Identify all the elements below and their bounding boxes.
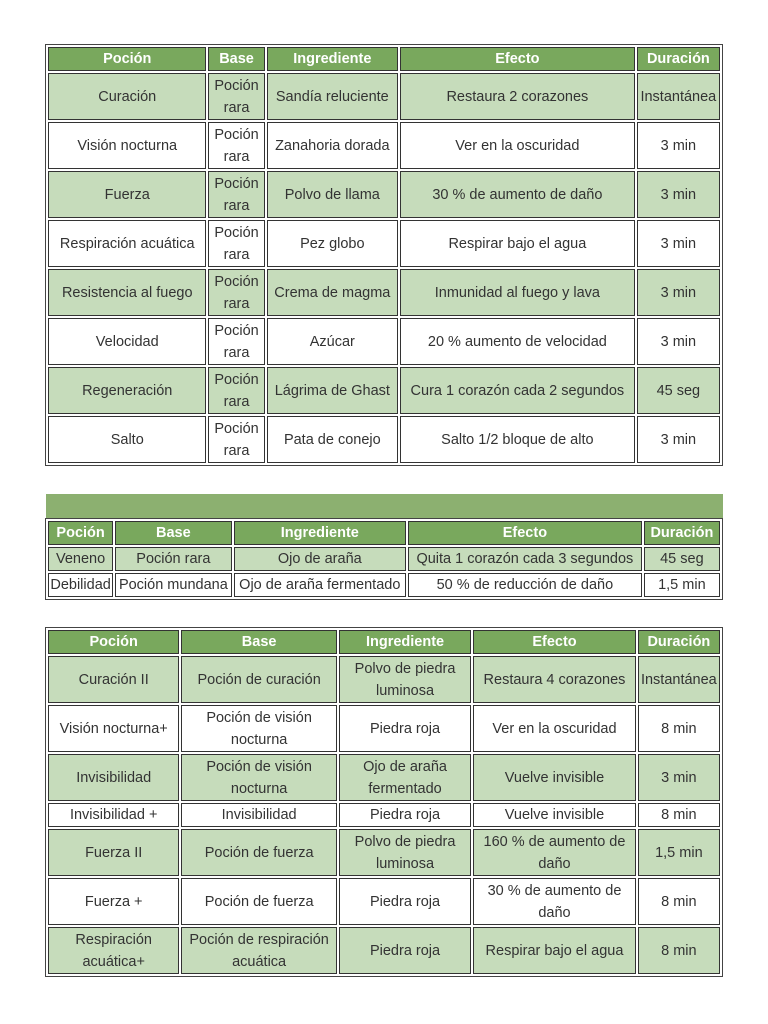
column-header: Poción xyxy=(48,630,179,654)
table-cell: Poción rara xyxy=(208,269,264,316)
column-header: Efecto xyxy=(400,47,635,71)
table-cell: Polvo de llama xyxy=(267,171,398,218)
table-cell: Salto xyxy=(48,416,206,463)
table-cell: Piedra roja xyxy=(339,878,471,925)
table-cell: Poción rara xyxy=(208,416,264,463)
table-row xyxy=(48,367,720,414)
table-row xyxy=(48,754,720,801)
column-header: Ingrediente xyxy=(267,47,398,71)
table-cell: Piedra roja xyxy=(339,705,471,752)
header-row xyxy=(48,47,720,71)
table-cell: Poción rara xyxy=(208,220,264,267)
table-cell: Restaura 2 corazones xyxy=(400,73,635,120)
table-cell: 50 % de reducción de daño xyxy=(408,573,642,597)
basic-potions-table xyxy=(45,44,723,466)
table-cell: Poción de curación xyxy=(181,656,336,703)
table-row xyxy=(48,318,720,365)
header-row xyxy=(48,630,720,654)
table-cell: Respirar bajo el agua xyxy=(400,220,635,267)
table-cell: Inmunidad al fuego y lava xyxy=(400,269,635,316)
table-cell: 8 min xyxy=(638,705,720,752)
table-cell: Fuerza II xyxy=(48,829,179,876)
table-cell: Polvo de piedra luminosa xyxy=(339,829,471,876)
table-cell: Poción rara xyxy=(208,171,264,218)
table-cell: Resistencia al fuego xyxy=(48,269,206,316)
table-cell: Poción de respiración acuática xyxy=(181,927,336,974)
table-row xyxy=(48,269,720,316)
table-cell: Restaura 4 corazones xyxy=(473,656,635,703)
table-cell: 3 min xyxy=(637,220,720,267)
table-row xyxy=(48,573,720,597)
table-cell: Poción rara xyxy=(208,73,264,120)
table-cell: 20 % aumento de velocidad xyxy=(400,318,635,365)
table-cell: Visión nocturna xyxy=(48,122,206,169)
table-cell: Lágrima de Ghast xyxy=(267,367,398,414)
table-cell: Ojo de araña xyxy=(234,547,407,571)
table-cell: Sandía reluciente xyxy=(267,73,398,120)
table-cell: Invisibilidad + xyxy=(48,803,179,827)
table-cell: 8 min xyxy=(638,927,720,974)
table-cell: Piedra roja xyxy=(339,927,471,974)
table-cell: 3 min xyxy=(637,171,720,218)
table-cell: 3 min xyxy=(638,754,720,801)
table-row xyxy=(48,927,720,974)
table-cell: Pata de conejo xyxy=(267,416,398,463)
table-cell: Ver en la oscuridad xyxy=(400,122,635,169)
table-cell: Pez globo xyxy=(267,220,398,267)
table-cell: Instantánea xyxy=(638,656,720,703)
table-row xyxy=(48,122,720,169)
table-cell: Poción de visión nocturna xyxy=(181,754,336,801)
column-header: Ingrediente xyxy=(234,521,407,545)
table-cell: Poción mundana xyxy=(115,573,231,597)
table-cell: Polvo de piedra luminosa xyxy=(339,656,471,703)
table-cell: Crema de magma xyxy=(267,269,398,316)
table-cell: 8 min xyxy=(638,803,720,827)
column-header: Duración xyxy=(637,47,720,71)
table-cell: 3 min xyxy=(637,416,720,463)
table-cell: Ojo de araña fermentado xyxy=(234,573,407,597)
table-cell: 45 seg xyxy=(644,547,720,571)
table-cell: 1,5 min xyxy=(644,573,720,597)
basic-potions-body xyxy=(48,47,720,463)
table-row xyxy=(48,73,720,120)
column-header: Base xyxy=(208,47,264,71)
column-header: Ingrediente xyxy=(339,630,471,654)
column-header: Poción xyxy=(48,521,113,545)
table-cell: 30 % de aumento de daño xyxy=(400,171,635,218)
table-row xyxy=(48,547,720,571)
table-cell: 160 % de aumento de daño xyxy=(473,829,635,876)
enhanced-potions-table xyxy=(45,627,723,977)
table-cell: 3 min xyxy=(637,269,720,316)
table-cell: 3 min xyxy=(637,122,720,169)
table-cell: 3 min xyxy=(637,318,720,365)
table-cell: 1,5 min xyxy=(638,829,720,876)
table-cell: Azúcar xyxy=(267,318,398,365)
column-header: Duración xyxy=(644,521,720,545)
table-cell: Vuelve invisible xyxy=(473,803,635,827)
column-header: Base xyxy=(181,630,336,654)
table-cell: 45 seg xyxy=(637,367,720,414)
table-row xyxy=(48,829,720,876)
table-cell: Instantánea xyxy=(637,73,720,120)
table-cell: Fuerza xyxy=(48,171,206,218)
table-cell: Poción de fuerza xyxy=(181,878,336,925)
table-cell: Invisibilidad xyxy=(181,803,336,827)
table-cell: Veneno xyxy=(48,547,113,571)
table-cell: Poción rara xyxy=(115,547,231,571)
table-cell: 8 min xyxy=(638,878,720,925)
table-cell: Fuerza + xyxy=(48,878,179,925)
table-cell: Poción de fuerza xyxy=(181,829,336,876)
table-row xyxy=(48,171,720,218)
table-cell: Invisibilidad xyxy=(48,754,179,801)
table-cell: Visión nocturna+ xyxy=(48,705,179,752)
negative-potions-table xyxy=(45,518,723,600)
table-cell: Cura 1 corazón cada 2 segundos xyxy=(400,367,635,414)
table-row xyxy=(48,878,720,925)
table-cell: Quita 1 corazón cada 3 segundos xyxy=(408,547,642,571)
column-header: Base xyxy=(115,521,231,545)
table-cell: Regeneración xyxy=(48,367,206,414)
table-cell: Poción rara xyxy=(208,318,264,365)
table-row xyxy=(48,803,720,827)
table-row xyxy=(48,656,720,703)
column-header: Efecto xyxy=(408,521,642,545)
column-header: Efecto xyxy=(473,630,635,654)
table-cell: Vuelve invisible xyxy=(473,754,635,801)
table-cell: Respirar bajo el agua xyxy=(473,927,635,974)
table-row xyxy=(48,416,720,463)
table-cell: Salto 1/2 bloque de alto xyxy=(400,416,635,463)
table-cell: Debilidad xyxy=(48,573,113,597)
header-row xyxy=(48,521,720,545)
negative-potions-body xyxy=(48,521,720,597)
enhanced-potions-body xyxy=(48,630,720,974)
table-cell: Curación xyxy=(48,73,206,120)
column-header: Poción xyxy=(48,47,206,71)
table-cell: Zanahoria dorada xyxy=(267,122,398,169)
section-divider-bar xyxy=(46,494,723,518)
table-cell: Piedra roja xyxy=(339,803,471,827)
table-cell: Poción rara xyxy=(208,122,264,169)
table-cell: Ver en la oscuridad xyxy=(473,705,635,752)
column-header: Duración xyxy=(638,630,720,654)
table-cell: 30 % de aumento de daño xyxy=(473,878,635,925)
table-cell: Velocidad xyxy=(48,318,206,365)
table-cell: Ojo de araña fermentado xyxy=(339,754,471,801)
table-cell: Respiración acuática xyxy=(48,220,206,267)
table-row xyxy=(48,220,720,267)
table-cell: Poción rara xyxy=(208,367,264,414)
table-cell: Curación II xyxy=(48,656,179,703)
table-row xyxy=(48,705,720,752)
table-cell: Respiración acuática+ xyxy=(48,927,179,974)
table-cell: Poción de visión nocturna xyxy=(181,705,336,752)
